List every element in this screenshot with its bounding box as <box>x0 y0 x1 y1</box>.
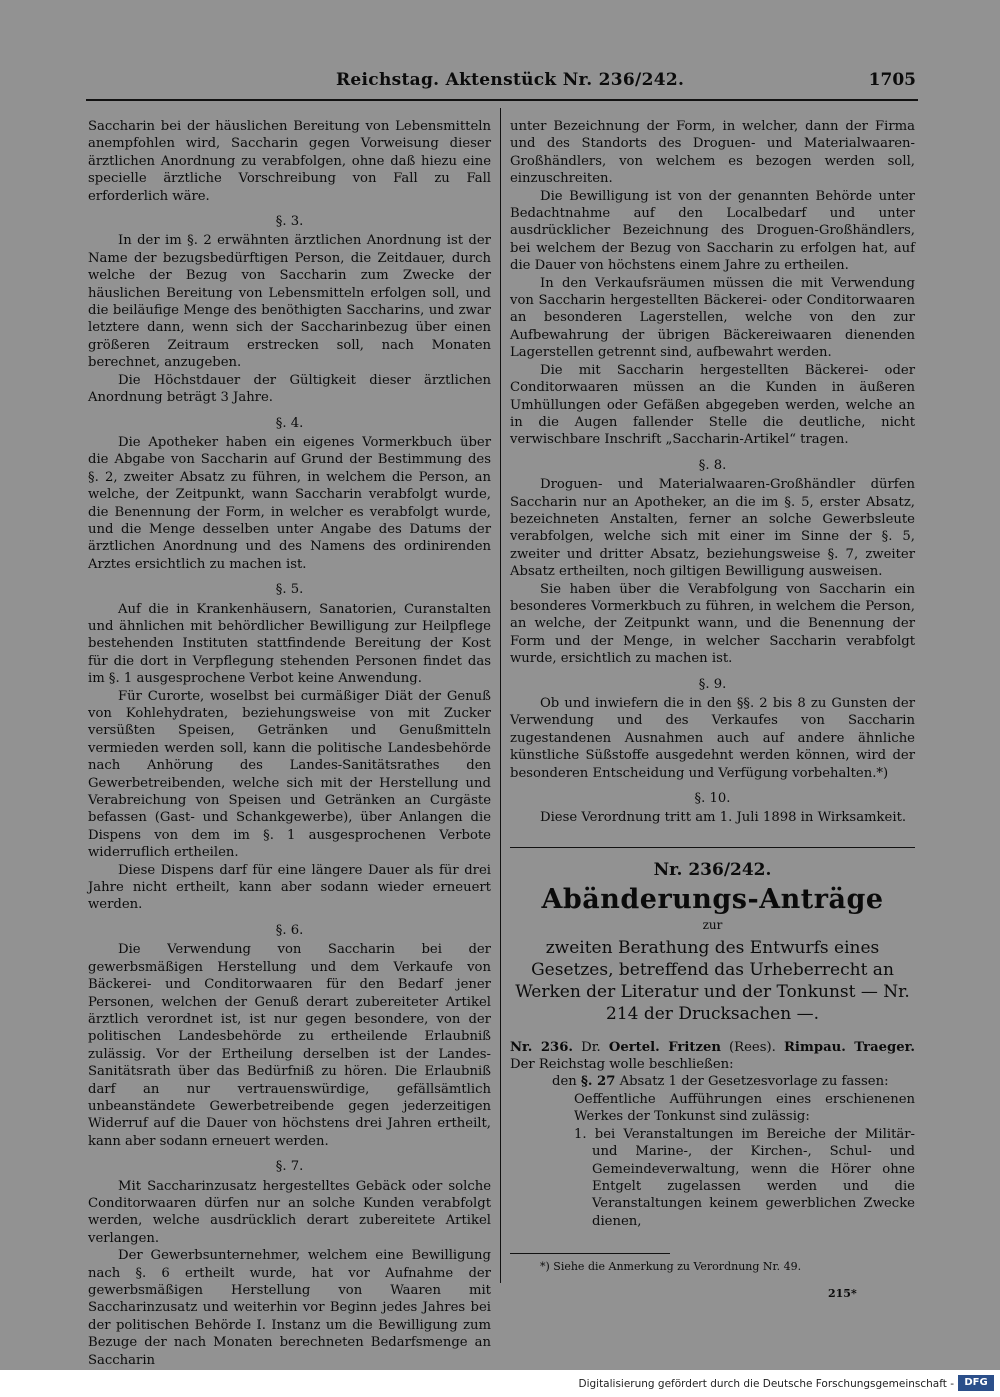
running-title: Reichstag. Aktenstück Nr. 236/242. <box>336 70 685 90</box>
paragraph: Die Bewilligung ist von der genannten Behörde unter Bedachtnahme auf den Localbedarf und unter ausdrücklicher Bezeichnung des Droguen-Großhändlers, bei welchem der Bezug von Saccharin zu erfolgen hat, auf die Dauer von höchstens einem Jahre zu ertheilen. <box>510 188 915 274</box>
motion-instruction-a: den <box>552 1074 577 1090</box>
section-heading: §. 10. <box>694 791 731 807</box>
motion-authors <box>510 1039 915 1074</box>
section-heading: §. 3. <box>275 214 304 230</box>
motion-authors-names-2: Rimpau. Traeger. <box>783 1039 915 1055</box>
section-heading: §. 4. <box>275 415 304 431</box>
paragraph: Droguen- und Materialwaaren-Großhändler dürfen Saccharin nur an Apotheker, an die im §. 5, erster Absatz, bezeichneten Anstalten, ferner an solche Gewerbsleute verabfolgen, welche sich mit einer im Sinne der §. 5, zweiter und dritter Absatz, beziehungsweise §. 7, zweiter Absatz ertheilten, noch giltigen Bewilligung ausweisen. <box>510 477 915 580</box>
document-subtitle: zweiten Berathung des Entwurfs eines Gesetzes, betreffend das Urheberrecht an Werken der Literatur und der Tonkunst — Nr. 214 der Drucksachen —. <box>515 937 910 1024</box>
paragraph: Mit Saccharinzusatz hergestelltes Gebäck oder solche Conditorwaaren dürfen nur an solche Kunden verabfolgt werden, welche ausdrücklich derart zubereitete Artikel verlangen. <box>88 1178 491 1246</box>
paragraph: Auf die in Krankenhäusern, Sanatorien, Curanstalten und ähnlichen mit behördlicher Bewilligung zur Heilpflege bestehenden Instituten stattfindende Bereitung der Kost für die dort in Verpflegung stehenden Personen findet das im §. 1 ausgesprochene Verbot keine Anwendung. <box>88 601 491 687</box>
motion-item-1: 1. bei Veranstaltungen im Bereiche der Militär- und Marine-, der Kirchen-, Schul- und Gemeindeverwaltung, wenn die Hörer ohne Entgelt zugelassen werden und die Veranstaltungen keinem gewerblichen Zwecke dienen, <box>574 1126 915 1229</box>
column-divider <box>500 108 501 1283</box>
motion-authors-prefix: Dr. <box>581 1039 601 1055</box>
signature-mark: 215* <box>828 1287 857 1300</box>
paragraph: In der im §. 2 erwähnten ärztlichen Anordnung ist der Name der bezugsbedürftigen Person, die Zeitdauer, durch welche der Bezug von Saccharin zum Zwecke der häuslichen Bereitung von Lebensmitteln erfolgen soll, und die beiläufige Menge des benöthigten Saccharins, und zwar letztere dann, wenn sich der Saccharinbezug über einen größeren Zeitraum erstrecken soll, nach Monaten berechnet, anzugeben. <box>88 233 491 371</box>
document-number: Nr. 236/242. <box>653 859 772 880</box>
paragraph: Diese Verordnung tritt am 1. Juli 1898 in Wirksamkeit. <box>540 810 907 826</box>
motion-lead: Der Reichstag wolle beschließen: <box>510 1057 734 1073</box>
paragraph: Ob und inwiefern die in den §§. 2 bis 8 zu Gunsten der Verwendung und des Verkaufes von Saccharin zugestandenen Ausnahmen auch auf andere ähnliche künstliche Süßstoffe ausgedehnt werden können, wird der besonderen Entscheidung und Verfügung vorbehalten.*) <box>510 696 915 781</box>
motion-instruction <box>510 1073 915 1090</box>
digitization-footer <box>0 1370 1000 1397</box>
paragraph: Die mit Saccharin hergestellten Bäckerei- oder Conditorwaaren müssen an die Kunden in äußeren Umhüllungen oder Gefäßen abgegeben werden, welche an in die Augen fallender Stelle die deutliche, nicht verwischbare Inschrift „Saccharin-Artikel“ tragen. <box>510 362 915 448</box>
right-column <box>510 118 915 1230</box>
paragraph: unter Bezeichnung der Form, in welcher, dann der Firma und des Standorts des Droguen- und Materialwaaren-Großhändlers, von welchem es bezogen werden soll, einzuschreiten. <box>510 119 915 187</box>
left-column <box>88 118 491 1369</box>
paragraph: Für Curorte, woselbst bei curmäßiger Diät der Genuß von Kohlehydraten, beziehungsweise von mit Zucker versüßten Speisen, Getränken und Genußmitteln vermieden werden soll, kann die politische Landesbehörde nach Anhörung des Landes-Sanitätsrathes den Gewerbetreibenden, welche sich mit der Herstellung und Verabreichung von Speisen und Getränken an Curgäste befassen (Gast- und Schankgewerbe), über Anlangen die Dispens von dem im §. 1 ausgesprochenen Verbote widerruflich ertheilen. <box>88 688 491 861</box>
section-heading: §. 9. <box>698 676 727 692</box>
paragraph: Die Höchstdauer der Gültigkeit dieser ärztlichen Anordnung beträgt 3 Jahre. <box>88 372 491 406</box>
paragraph: Die Verwendung von Saccharin bei der gewerbsmäßigen Herstellung und dem Verkaufe von Bäckerei- und Conditorwaaren für den Bedarf jener Personen, welchen der Genuß derart zubereiteter Artikel ärztlich verordnet ist, ist nur gegen besondere, von der politischen Landesbehörde zu ertheilende Erlaubniß zulässig. Vor der Ertheilung derselben ist der Landes-Sanitätsrath über das Bedürfniß zu hören. Die Erlaubniß darf an nur vertrauenswürdige, gefällsämtlich unbeanständete Gewerbetreibende gegen jederzeitigen Widerruf auf die Dauer von höchstens drei Jahren ertheilt, kann aber sodann erneuert werden. <box>88 942 491 1149</box>
footer-credit: Digitalisierung gefördert durch die Deutsche Forschungsgemeinschaft - <box>578 1378 954 1390</box>
page-header <box>86 70 916 98</box>
footnote: *) Siehe die Anmerkung zu Verordnung Nr. 49. <box>540 1260 802 1273</box>
paragraph: In den Verkaufsräumen müssen die mit Verwendung von Saccharin hergestellten Bäckerei- oder Conditorwaaren an besonderen Lagerstellen, welche von den zur Aufbewahrung der übrigen Bäckereiwaaren dienenden Lagerstellen getrennt sind, aufbewahrt werden. <box>510 275 915 361</box>
footnote-rule <box>510 1253 670 1254</box>
section-divider-rule <box>510 847 915 848</box>
paragraph: Sie haben über die Verabfolgung von Saccharin ein besonderes Vormerkbuch zu führen, in welchem die Person, an welche, der Zeitpunkt wann, und die Benennung der Form und der Menge, in welcher Saccharin verabfolgt wurde, ersichtlich zu machen ist. <box>510 581 915 667</box>
paragraph: Der Gewerbsunternehmer, welchem eine Bewilligung nach §. 6 ertheilt wurde, hat vor Aufnahme der gewerbsmäßigen Herstellung von Waaren mit Saccharinzusatz und weiterhin vor Beginn jedes Jahres bei der politischen Behörde I. Instanz um die Bewilligung zum Bezuge der nach Monaten berechneten Bedarfsmenge an Saccharin <box>88 1248 491 1368</box>
section-heading: §. 8. <box>698 457 727 473</box>
header-rule <box>86 99 918 101</box>
paragraph: Die Apotheker haben ein eigenes Vormerkbuch über die Abgabe von Saccharin auf Grund der Bestimmung des §. 2, zweiter Absatz zu führen, in welchem die Person, an welche, der Zeitpunkt, wann Saccharin verabfolgt wurde, die Benennung der Form, in welcher es verabfolgt wurde, und die Menge desselben unter Angabe des Datums der ärztlichen Anordnung und des Namens des ordinirenden Arztes ersichtlich zu machen ist. <box>88 434 491 572</box>
section-heading: §. 5. <box>275 582 304 598</box>
section-heading: §. 6. <box>275 922 304 938</box>
title-connector: zur <box>702 918 723 933</box>
document-title: Abänderungs-Anträge <box>541 884 884 916</box>
dfg-logo: DFG <box>958 1375 994 1391</box>
motion-text-intro: Oeffentliche Aufführungen eines erschienenen Werkes der Tonkunst sind zulässig: <box>574 1091 915 1125</box>
motion-authors-names: Oertel. Fritzen <box>608 1039 721 1055</box>
page-number: 1705 <box>868 70 916 90</box>
motion-instruction-c: Absatz 1 der Gesetzesvorlage zu fassen: <box>619 1074 889 1090</box>
motion-authors-rees: (Rees). <box>729 1039 776 1055</box>
motion-block <box>510 1039 915 1230</box>
paragraph: Diese Dispens darf für eine längere Dauer als für drei Jahre nicht ertheilt, kann aber sodann wieder erneuert werden. <box>88 862 491 913</box>
paragraph: Saccharin bei der häuslichen Bereitung von Lebensmitteln anempfohlen wird, Saccharin gegen Vorweisung dieser ärztlichen Anordnung zu verabfolgen, ohne daß hiezu eine specielle ärztliche Vorschreibung von Fall zu Fall erforderlich wäre. <box>88 119 491 204</box>
motion-number: Nr. 236. <box>510 1039 574 1055</box>
section-heading: §. 7. <box>275 1159 304 1175</box>
motion-instruction-paragraph: §. 27 <box>580 1074 616 1090</box>
